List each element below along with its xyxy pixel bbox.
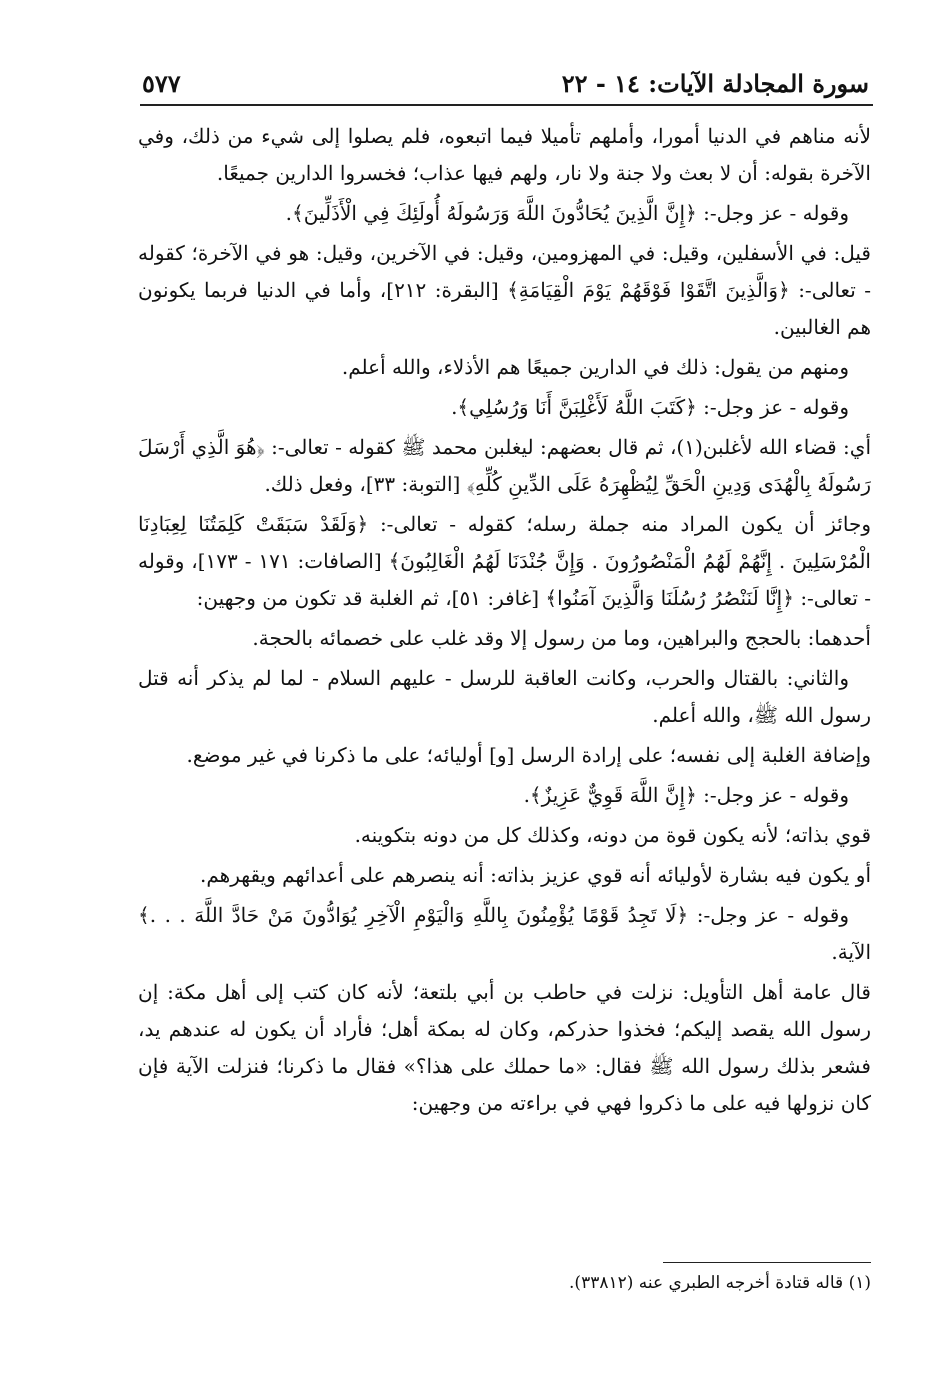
paragraph: لأنه مناهم في الدنيا أمورا، وأملهم تأميلا فيما اتبعوه، فلم يصلوا إلى شيء من ذلك، وفي الآخرة بقوله: أن لا بعث ولا جنة ولا نار، ولهم فيها عذاب؛ فخسروا الدارين جميعًا. <box>138 124 871 185</box>
page-header <box>142 58 869 98</box>
paragraph: أحدهما: بالحجج والبراهين، وما من رسول إلا وقد غلب على خصمائه بالحجة. <box>252 626 871 650</box>
paragraph: وقوله - عز وجل-: ﴿إِنَّ اللَّهَ قَوِيٌّ عَزِيزٌ﴾. <box>523 783 849 807</box>
main-text <box>138 118 871 1125</box>
paragraph: قوي بذاته؛ لأنه يكون قوة من دونه، وكذلك كل من دونه بتكوينه. <box>354 823 871 847</box>
paragraph: والثاني: بالقتال والحرب، وكانت العاقبة للرسل - عليهم السلام - لما لم يذكر أنه قتل رسول الله ﷺ، والله أعلم. <box>138 666 871 727</box>
paragraph: وإضافة الغلبة إلى نفسه؛ على إرادة الرسل [و] أوليائه؛ على ما ذكرنا في غير موضع. <box>186 743 871 767</box>
paragraph: قيل: في الأسفلين، وقيل: في المهزومين، وقيل: في الآخرين، وقيل: هو في الآخرة؛ كقوله - تعالى-: ﴿وَالَّذِينَ اتَّقَوْا فَوْقَهُمْ يَوْمَ الْقِيَامَةِ﴾ [البقرة: ٢١٢]، وأما في الدنيا فربما يكونون هم الغالبين. <box>138 241 871 339</box>
paragraph: ومنهم من يقول: ذلك في الدارين جميعًا هم الأذلاء، والله أعلم. <box>341 355 849 379</box>
header-rule <box>140 104 873 106</box>
page-number: ٥٧٧ <box>142 69 181 98</box>
paragraph: أي: قضاء الله لأغلبن(١)، ثم قال بعضهم: ليغلبن محمد ﷺ كقوله - تعالى-: ﴿هُوَ الَّذِي أَرْسَلَ رَسُولَهُ بِالْهُدَى وَدِينِ الْحَقِّ لِيُظْهِرَهُ عَلَى الدِّينِ كُلِّهِ﴾ [التوبة: ٣٣]، وفعل ذلك. <box>138 435 872 496</box>
footnote-rule <box>663 1262 871 1263</box>
running-title: سورة المجادلة الآيات: ١٤ - ٢٢ <box>561 69 869 98</box>
footnote: (١) قاله قتادة أخرجه الطبري عنه (٣٣٨١٢). <box>569 1273 871 1293</box>
paragraph: وقوله - عز وجل-: ﴿إِنَّ الَّذِينَ يُحَادُّونَ اللَّهَ وَرَسُولَهُ أُولَئِكَ فِي الْأَذَلِّينَ﴾. <box>285 201 849 225</box>
paragraph: وقوله - عز وجل-: ﴿كَتَبَ اللَّهُ لَأَغْلِبَنَّ أَنَا وَرُسُلِي﴾. <box>451 395 849 419</box>
paragraph: قال عامة أهل التأويل: نزلت في حاطب بن أبي بلتعة؛ لأنه كان كتب إلى أهل مكة: إن رسول الله يقصد إليكم؛ فخذوا حذركم، وكان له بمكة أهل؛ فأراد أن يكون له عندهم يد، فشعر بذلك رسول الله ﷺ فقال: «ما حملك على هذا؟» فقال ما ذكرنا؛ فنزلت الآية فإن كان نزولها فيه على ما ذكروا فهي في براءته من وجهين: <box>138 980 871 1115</box>
paragraph: وقوله - عز وجل-: ﴿لَا تَجِدُ قَوْمًا يُؤْمِنُونَ بِاللَّهِ وَالْيَوْمِ الْآخِرِ يُوَادُّونَ مَنْ حَادَّ اللَّهَ . . .﴾ الآية. <box>138 903 871 964</box>
paragraph: وجائز أن يكون المراد منه جملة رسله؛ كقوله - تعالى-: ﴿وَلَقَدْ سَبَقَتْ كَلِمَتُنَا لِعِبَادِنَا الْمُرْسَلِينَ . إِنَّهُمْ لَهُمُ الْمَنْصُورُونَ . وَإِنَّ جُنْدَنَا لَهُمُ الْغَالِبُونَ﴾ [الصافات: ١٧١ - ١٧٣]، وقوله - تعالى-: ﴿إِنَّا لَنَنْصُرُ رُسُلَنَا وَالَّذِينَ آمَنُوا﴾ [غافر: ٥١]، ثم الغلبة قد تكون من وجهين: <box>138 512 871 610</box>
paragraph: أو يكون فيه بشارة لأوليائه أنه قوي عزيز بذاته: أنه ينصرهم على أعدائهم ويقهرهم. <box>200 863 871 887</box>
